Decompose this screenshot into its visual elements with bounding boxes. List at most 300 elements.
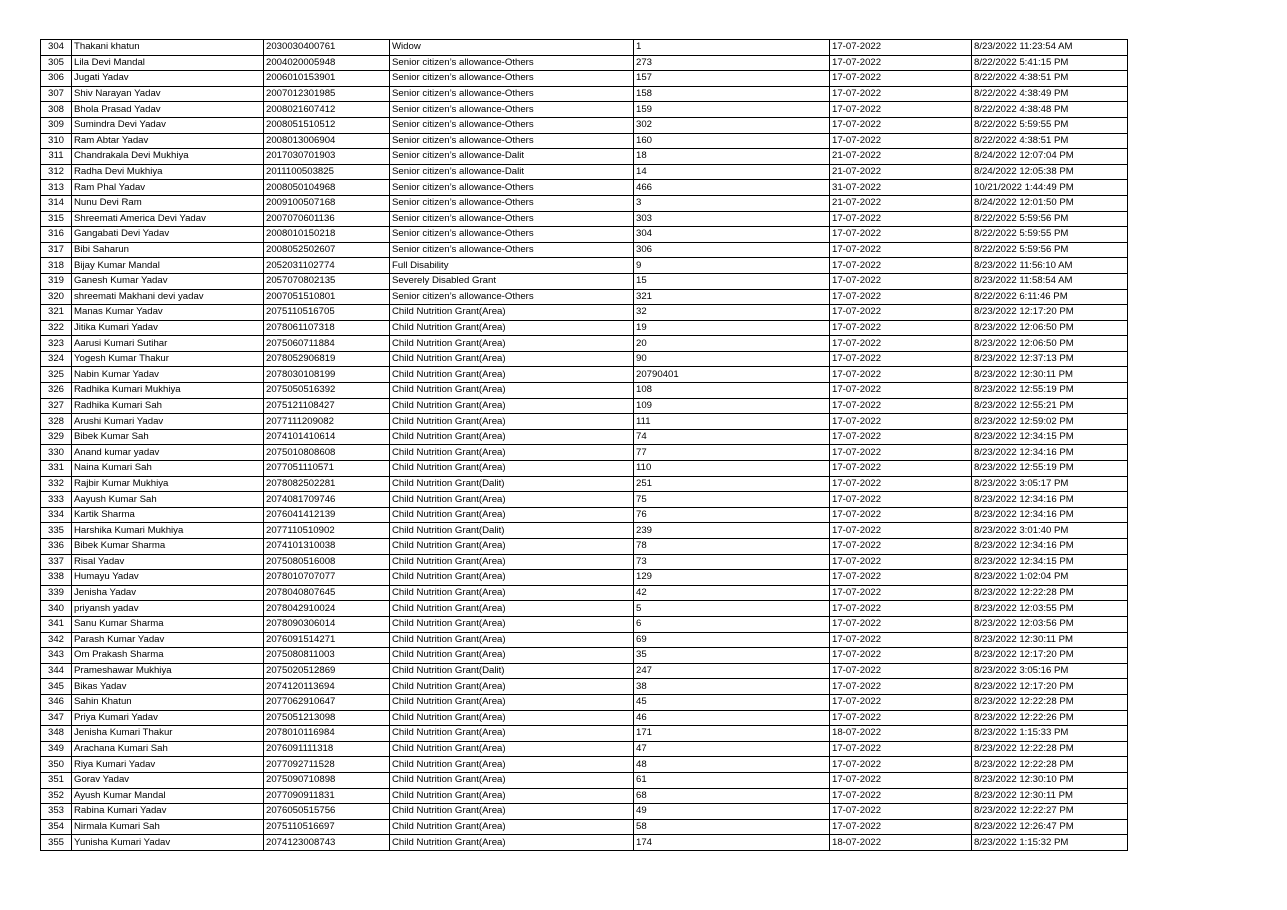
beneficiary-name-cell: Shreemati America Devi Yadav	[72, 211, 264, 227]
beneficiary-name-cell: Jenisha Yadav	[72, 585, 264, 601]
timestamp-cell: 8/23/2022 12:55:19 PM	[972, 461, 1128, 477]
table-row	[41, 55, 1128, 71]
allowance-type-cell: Child Nutrition Grant(Dalit)	[390, 663, 634, 679]
beneficiary-name-cell: Bibi Saharun	[72, 242, 264, 258]
timestamp-cell: 8/23/2022 12:22:28 PM	[972, 757, 1128, 773]
reference-number-cell: 38	[634, 679, 830, 695]
timestamp-cell: 8/23/2022 12:22:27 PM	[972, 804, 1128, 820]
timestamp-cell: 8/24/2022 12:01:50 PM	[972, 195, 1128, 211]
serial-number-cell: 305	[41, 55, 72, 71]
id-number-cell: 2008052502607	[264, 242, 390, 258]
date-cell: 17-07-2022	[830, 258, 972, 274]
timestamp-cell: 8/23/2022 12:34:16 PM	[972, 507, 1128, 523]
date-cell: 17-07-2022	[830, 616, 972, 632]
table-row	[41, 195, 1128, 211]
beneficiary-name-cell: Bhola Prasad Yadav	[72, 102, 264, 118]
beneficiary-name-cell: Rabina Kumari Yadav	[72, 804, 264, 820]
date-cell: 17-07-2022	[830, 585, 972, 601]
allowance-type-cell: Severely Disabled Grant	[390, 273, 634, 289]
table-row	[41, 351, 1128, 367]
table-row	[41, 492, 1128, 508]
serial-number-cell: 307	[41, 86, 72, 102]
timestamp-cell: 8/23/2022 12:30:11 PM	[972, 788, 1128, 804]
allowance-type-cell: Child Nutrition Grant(Area)	[390, 648, 634, 664]
date-cell: 17-07-2022	[830, 227, 972, 243]
serial-number-cell: 319	[41, 273, 72, 289]
id-number-cell: 2075121108427	[264, 398, 390, 414]
beneficiary-name-cell: Aarusi Kumari Sutihar	[72, 336, 264, 352]
reference-number-cell: 5	[634, 601, 830, 617]
table-row	[41, 523, 1128, 539]
id-number-cell: 2007012301985	[264, 86, 390, 102]
table-row	[41, 726, 1128, 742]
table-row	[41, 164, 1128, 180]
reference-number-cell: 158	[634, 86, 830, 102]
reference-number-cell: 157	[634, 71, 830, 87]
id-number-cell: 2011100503825	[264, 164, 390, 180]
id-number-cell: 2076050515756	[264, 804, 390, 820]
date-cell: 17-07-2022	[830, 414, 972, 430]
beneficiary-name-cell: Yunisha Kumari Yadav	[72, 835, 264, 851]
beneficiary-name-cell: Bijay Kumar Mandal	[72, 258, 264, 274]
table-row	[41, 429, 1128, 445]
allowance-type-cell: Senior citizen’s allowance-Others	[390, 227, 634, 243]
table-row	[41, 273, 1128, 289]
beneficiary-name-cell: Bibek Kumar Sah	[72, 429, 264, 445]
date-cell: 17-07-2022	[830, 507, 972, 523]
date-cell: 17-07-2022	[830, 663, 972, 679]
timestamp-cell: 8/22/2022 5:59:55 PM	[972, 117, 1128, 133]
id-number-cell: 2075110516705	[264, 305, 390, 321]
id-number-cell: 2030030400761	[264, 40, 390, 56]
beneficiary-name-cell: Anand kumar yadav	[72, 445, 264, 461]
beneficiary-name-cell: Nunu Devi Ram	[72, 195, 264, 211]
allowance-type-cell: Child Nutrition Grant(Area)	[390, 336, 634, 352]
date-cell: 17-07-2022	[830, 648, 972, 664]
beneficiary-name-cell: Jugati Yadav	[72, 71, 264, 87]
id-number-cell: 2078042910024	[264, 601, 390, 617]
table-row	[41, 40, 1128, 56]
table-row	[41, 180, 1128, 196]
reference-number-cell: 6	[634, 616, 830, 632]
timestamp-cell: 8/23/2022 12:22:28 PM	[972, 694, 1128, 710]
beneficiary-name-cell: Arushi Kumari Yadav	[72, 414, 264, 430]
serial-number-cell: 335	[41, 523, 72, 539]
allowance-type-cell: Child Nutrition Grant(Area)	[390, 757, 634, 773]
table-row	[41, 305, 1128, 321]
id-number-cell: 2075050516392	[264, 383, 390, 399]
beneficiary-name-cell: Chandrakala Devi Mukhiya	[72, 149, 264, 165]
allowance-type-cell: Child Nutrition Grant(Area)	[390, 351, 634, 367]
serial-number-cell: 308	[41, 102, 72, 118]
date-cell: 31-07-2022	[830, 180, 972, 196]
id-number-cell: 2008010150218	[264, 227, 390, 243]
id-number-cell: 2008013006904	[264, 133, 390, 149]
beneficiary-name-cell: Naina Kumari Sah	[72, 461, 264, 477]
timestamp-cell: 10/21/2022 1:44:49 PM	[972, 180, 1128, 196]
allowance-type-cell: Child Nutrition Grant(Area)	[390, 492, 634, 508]
table-row	[41, 570, 1128, 586]
allowance-type-cell: Child Nutrition Grant(Area)	[390, 585, 634, 601]
table-row	[41, 117, 1128, 133]
reference-number-cell: 159	[634, 102, 830, 118]
allowance-type-cell: Child Nutrition Grant(Area)	[390, 414, 634, 430]
serial-number-cell: 327	[41, 398, 72, 414]
reference-number-cell: 76	[634, 507, 830, 523]
date-cell: 17-07-2022	[830, 632, 972, 648]
allowance-type-cell: Child Nutrition Grant(Area)	[390, 570, 634, 586]
beneficiary-table	[40, 39, 1128, 851]
beneficiary-name-cell: Radhika Kumari Sah	[72, 398, 264, 414]
beneficiary-name-cell: Aayush Kumar Sah	[72, 492, 264, 508]
serial-number-cell: 311	[41, 149, 72, 165]
date-cell: 17-07-2022	[830, 492, 972, 508]
id-number-cell: 2078061107318	[264, 320, 390, 336]
id-number-cell: 2008050104968	[264, 180, 390, 196]
serial-number-cell: 315	[41, 211, 72, 227]
beneficiary-name-cell: Sumindra Devi Yadav	[72, 117, 264, 133]
id-number-cell: 2074120113694	[264, 679, 390, 695]
serial-number-cell: 321	[41, 305, 72, 321]
id-number-cell: 2007070601136	[264, 211, 390, 227]
allowance-type-cell: Child Nutrition Grant(Area)	[390, 726, 634, 742]
allowance-type-cell: Senior citizen’s allowance-Others	[390, 195, 634, 211]
reference-number-cell: 304	[634, 227, 830, 243]
beneficiary-name-cell: Kartik Sharma	[72, 507, 264, 523]
serial-number-cell: 338	[41, 570, 72, 586]
reference-number-cell: 20790401	[634, 367, 830, 383]
serial-number-cell: 329	[41, 429, 72, 445]
serial-number-cell: 331	[41, 461, 72, 477]
table-body	[41, 40, 1128, 851]
serial-number-cell: 325	[41, 367, 72, 383]
beneficiary-name-cell: Manas Kumar Yadav	[72, 305, 264, 321]
timestamp-cell: 8/23/2022 1:15:32 PM	[972, 835, 1128, 851]
allowance-type-cell: Child Nutrition Grant(Area)	[390, 835, 634, 851]
table-row	[41, 133, 1128, 149]
date-cell: 17-07-2022	[830, 40, 972, 56]
timestamp-cell: 8/23/2022 12:03:56 PM	[972, 616, 1128, 632]
allowance-type-cell: Child Nutrition Grant(Area)	[390, 445, 634, 461]
date-cell: 17-07-2022	[830, 320, 972, 336]
table-row	[41, 819, 1128, 835]
id-number-cell: 2057070802135	[264, 273, 390, 289]
allowance-type-cell: Child Nutrition Grant(Area)	[390, 305, 634, 321]
id-number-cell: 2076091514271	[264, 632, 390, 648]
beneficiary-name-cell: Riya Kumari Yadav	[72, 757, 264, 773]
reference-number-cell: 171	[634, 726, 830, 742]
beneficiary-name-cell: Ganesh Kumar Yadav	[72, 273, 264, 289]
allowance-type-cell: Senior citizen’s allowance-Others	[390, 211, 634, 227]
date-cell: 17-07-2022	[830, 351, 972, 367]
timestamp-cell: 8/23/2022 12:17:20 PM	[972, 679, 1128, 695]
serial-number-cell: 334	[41, 507, 72, 523]
date-cell: 17-07-2022	[830, 117, 972, 133]
allowance-type-cell: Child Nutrition Grant(Area)	[390, 320, 634, 336]
table-row	[41, 149, 1128, 165]
reference-number-cell: 14	[634, 164, 830, 180]
serial-number-cell: 316	[41, 227, 72, 243]
date-cell: 17-07-2022	[830, 539, 972, 555]
serial-number-cell: 314	[41, 195, 72, 211]
reference-number-cell: 58	[634, 819, 830, 835]
id-number-cell: 2004020005948	[264, 55, 390, 71]
date-cell: 17-07-2022	[830, 305, 972, 321]
allowance-type-cell: Child Nutrition Grant(Area)	[390, 632, 634, 648]
timestamp-cell: 8/23/2022 12:37:13 PM	[972, 351, 1128, 367]
beneficiary-name-cell: Jenisha Kumari Thakur	[72, 726, 264, 742]
timestamp-cell: 8/23/2022 12:22:28 PM	[972, 741, 1128, 757]
table-row	[41, 632, 1128, 648]
id-number-cell: 2052031102774	[264, 258, 390, 274]
table-row	[41, 539, 1128, 555]
id-number-cell: 2077110510902	[264, 523, 390, 539]
beneficiary-name-cell: Om Prakash Sharma	[72, 648, 264, 664]
table-row	[41, 788, 1128, 804]
allowance-type-cell: Child Nutrition Grant(Area)	[390, 679, 634, 695]
id-number-cell: 2006010153901	[264, 71, 390, 87]
id-number-cell: 2077051110571	[264, 461, 390, 477]
date-cell: 17-07-2022	[830, 570, 972, 586]
date-cell: 17-07-2022	[830, 133, 972, 149]
table-row	[41, 741, 1128, 757]
date-cell: 17-07-2022	[830, 367, 972, 383]
beneficiary-name-cell: Prameshawar Mukhiya	[72, 663, 264, 679]
reference-number-cell: 3	[634, 195, 830, 211]
date-cell: 17-07-2022	[830, 788, 972, 804]
reference-number-cell: 46	[634, 710, 830, 726]
date-cell: 17-07-2022	[830, 819, 972, 835]
reference-number-cell: 251	[634, 476, 830, 492]
beneficiary-name-cell: priyansh yadav	[72, 601, 264, 617]
allowance-type-cell: Senior citizen’s allowance-Others	[390, 180, 634, 196]
table-row	[41, 554, 1128, 570]
reference-number-cell: 19	[634, 320, 830, 336]
date-cell: 17-07-2022	[830, 710, 972, 726]
reference-number-cell: 42	[634, 585, 830, 601]
reference-number-cell: 49	[634, 804, 830, 820]
timestamp-cell: 8/22/2022 6:11:46 PM	[972, 289, 1128, 305]
beneficiary-name-cell: Radhika Kumari Mukhiya	[72, 383, 264, 399]
timestamp-cell: 8/23/2022 12:30:11 PM	[972, 632, 1128, 648]
serial-number-cell: 332	[41, 476, 72, 492]
date-cell: 21-07-2022	[830, 164, 972, 180]
date-cell: 17-07-2022	[830, 554, 972, 570]
id-number-cell: 2078040807645	[264, 585, 390, 601]
serial-number-cell: 351	[41, 772, 72, 788]
serial-number-cell: 312	[41, 164, 72, 180]
timestamp-cell: 8/22/2022 5:41:15 PM	[972, 55, 1128, 71]
reference-number-cell: 61	[634, 772, 830, 788]
serial-number-cell: 348	[41, 726, 72, 742]
table-row	[41, 445, 1128, 461]
table-row	[41, 648, 1128, 664]
serial-number-cell: 322	[41, 320, 72, 336]
timestamp-cell: 8/23/2022 12:30:10 PM	[972, 772, 1128, 788]
timestamp-cell: 8/23/2022 12:06:50 PM	[972, 336, 1128, 352]
reference-number-cell: 48	[634, 757, 830, 773]
beneficiary-name-cell: Yogesh Kumar Thakur	[72, 351, 264, 367]
date-cell: 17-07-2022	[830, 336, 972, 352]
allowance-type-cell: Child Nutrition Grant(Area)	[390, 554, 634, 570]
beneficiary-name-cell: Ayush Kumar Mandal	[72, 788, 264, 804]
beneficiary-name-cell: Ram Abtar Yadav	[72, 133, 264, 149]
table-row	[41, 616, 1128, 632]
reference-number-cell: 69	[634, 632, 830, 648]
serial-number-cell: 337	[41, 554, 72, 570]
allowance-type-cell: Senior citizen’s allowance-Others	[390, 55, 634, 71]
serial-number-cell: 339	[41, 585, 72, 601]
allowance-type-cell: Child Nutrition Grant(Area)	[390, 788, 634, 804]
allowance-type-cell: Senior citizen’s allowance-Others	[390, 133, 634, 149]
id-number-cell: 2078010116984	[264, 726, 390, 742]
timestamp-cell: 8/23/2022 12:17:20 PM	[972, 648, 1128, 664]
reference-number-cell: 32	[634, 305, 830, 321]
timestamp-cell: 8/23/2022 1:02:04 PM	[972, 570, 1128, 586]
beneficiary-name-cell: Jitika Kumari Yadav	[72, 320, 264, 336]
timestamp-cell: 8/23/2022 3:05:17 PM	[972, 476, 1128, 492]
reference-number-cell: 20	[634, 336, 830, 352]
date-cell: 17-07-2022	[830, 804, 972, 820]
beneficiary-name-cell: Bibek Kumar Sharma	[72, 539, 264, 555]
beneficiary-name-cell: Priya Kumari Yadav	[72, 710, 264, 726]
timestamp-cell: 8/23/2022 3:05:16 PM	[972, 663, 1128, 679]
id-number-cell: 2078030108199	[264, 367, 390, 383]
beneficiary-name-cell: Sahin Khatun	[72, 694, 264, 710]
reference-number-cell: 68	[634, 788, 830, 804]
id-number-cell: 2077092711528	[264, 757, 390, 773]
table-row	[41, 601, 1128, 617]
serial-number-cell: 352	[41, 788, 72, 804]
date-cell: 17-07-2022	[830, 71, 972, 87]
id-number-cell: 2008021607412	[264, 102, 390, 118]
table-row	[41, 710, 1128, 726]
timestamp-cell: 8/23/2022 12:22:26 PM	[972, 710, 1128, 726]
timestamp-cell: 8/23/2022 12:34:16 PM	[972, 539, 1128, 555]
serial-number-cell: 349	[41, 741, 72, 757]
timestamp-cell: 8/23/2022 12:22:28 PM	[972, 585, 1128, 601]
reference-number-cell: 75	[634, 492, 830, 508]
table-row	[41, 507, 1128, 523]
beneficiary-name-cell: Gangabati Devi Yadav	[72, 227, 264, 243]
timestamp-cell: 8/23/2022 12:26:47 PM	[972, 819, 1128, 835]
allowance-type-cell: Senior citizen’s allowance-Others	[390, 289, 634, 305]
date-cell: 17-07-2022	[830, 679, 972, 695]
allowance-type-cell: Child Nutrition Grant(Area)	[390, 539, 634, 555]
table-row	[41, 289, 1128, 305]
id-number-cell: 2075080811003	[264, 648, 390, 664]
table-row	[41, 476, 1128, 492]
table-row	[41, 227, 1128, 243]
timestamp-cell: 8/23/2022 12:06:50 PM	[972, 320, 1128, 336]
id-number-cell: 2077062910647	[264, 694, 390, 710]
id-number-cell: 2074101310038	[264, 539, 390, 555]
serial-number-cell: 355	[41, 835, 72, 851]
date-cell: 17-07-2022	[830, 741, 972, 757]
date-cell: 18-07-2022	[830, 835, 972, 851]
reference-number-cell: 73	[634, 554, 830, 570]
serial-number-cell: 317	[41, 242, 72, 258]
serial-number-cell: 309	[41, 117, 72, 133]
date-cell: 17-07-2022	[830, 102, 972, 118]
allowance-type-cell: Child Nutrition Grant(Area)	[390, 367, 634, 383]
date-cell: 17-07-2022	[830, 55, 972, 71]
serial-number-cell: 336	[41, 539, 72, 555]
reference-number-cell: 47	[634, 741, 830, 757]
timestamp-cell: 8/23/2022 12:34:16 PM	[972, 445, 1128, 461]
beneficiary-name-cell: Harshika Kumari Mukhiya	[72, 523, 264, 539]
beneficiary-name-cell: Gorav Yadav	[72, 772, 264, 788]
allowance-type-cell: Widow	[390, 40, 634, 56]
serial-number-cell: 310	[41, 133, 72, 149]
serial-number-cell: 341	[41, 616, 72, 632]
table-row	[41, 367, 1128, 383]
timestamp-cell: 8/23/2022 12:55:19 PM	[972, 383, 1128, 399]
serial-number-cell: 343	[41, 648, 72, 664]
timestamp-cell: 8/23/2022 12:55:21 PM	[972, 398, 1128, 414]
table-row	[41, 211, 1128, 227]
id-number-cell: 2075060711884	[264, 336, 390, 352]
date-cell: 17-07-2022	[830, 523, 972, 539]
beneficiary-name-cell: shreemati Makhani devi yadav	[72, 289, 264, 305]
serial-number-cell: 306	[41, 71, 72, 87]
allowance-type-cell: Child Nutrition Grant(Area)	[390, 710, 634, 726]
timestamp-cell: 8/23/2022 3:01:40 PM	[972, 523, 1128, 539]
allowance-type-cell: Senior citizen’s allowance-Dalit	[390, 164, 634, 180]
date-cell: 17-07-2022	[830, 429, 972, 445]
date-cell: 17-07-2022	[830, 242, 972, 258]
reference-number-cell: 18	[634, 149, 830, 165]
reference-number-cell: 45	[634, 694, 830, 710]
timestamp-cell: 8/23/2022 11:58:54 AM	[972, 273, 1128, 289]
timestamp-cell: 8/23/2022 11:56:10 AM	[972, 258, 1128, 274]
allowance-type-cell: Senior citizen’s allowance-Others	[390, 71, 634, 87]
serial-number-cell: 344	[41, 663, 72, 679]
table-row	[41, 398, 1128, 414]
id-number-cell: 2078052906819	[264, 351, 390, 367]
id-number-cell: 2007051510801	[264, 289, 390, 305]
date-cell: 17-07-2022	[830, 757, 972, 773]
table-row	[41, 258, 1128, 274]
timestamp-cell: 8/23/2022 12:34:15 PM	[972, 429, 1128, 445]
table-row	[41, 71, 1128, 87]
id-number-cell: 2075080516008	[264, 554, 390, 570]
reference-number-cell: 78	[634, 539, 830, 555]
reference-number-cell: 74	[634, 429, 830, 445]
reference-number-cell: 247	[634, 663, 830, 679]
serial-number-cell: 326	[41, 383, 72, 399]
reference-number-cell: 1	[634, 40, 830, 56]
table-row	[41, 757, 1128, 773]
id-number-cell: 2077090911831	[264, 788, 390, 804]
reference-number-cell: 174	[634, 835, 830, 851]
date-cell: 17-07-2022	[830, 289, 972, 305]
beneficiary-name-cell: Humayu Yadav	[72, 570, 264, 586]
allowance-type-cell: Senior citizen’s allowance-Dalit	[390, 149, 634, 165]
id-number-cell: 2078010707077	[264, 570, 390, 586]
allowance-type-cell: Senior citizen’s allowance-Others	[390, 86, 634, 102]
id-number-cell: 2075090710898	[264, 772, 390, 788]
beneficiary-name-cell: Thakani khatun	[72, 40, 264, 56]
reference-number-cell: 129	[634, 570, 830, 586]
allowance-type-cell: Child Nutrition Grant(Area)	[390, 694, 634, 710]
reference-number-cell: 35	[634, 648, 830, 664]
table-row	[41, 320, 1128, 336]
allowance-type-cell: Child Nutrition Grant(Area)	[390, 616, 634, 632]
id-number-cell: 2076041412139	[264, 507, 390, 523]
reference-number-cell: 160	[634, 133, 830, 149]
date-cell: 17-07-2022	[830, 86, 972, 102]
